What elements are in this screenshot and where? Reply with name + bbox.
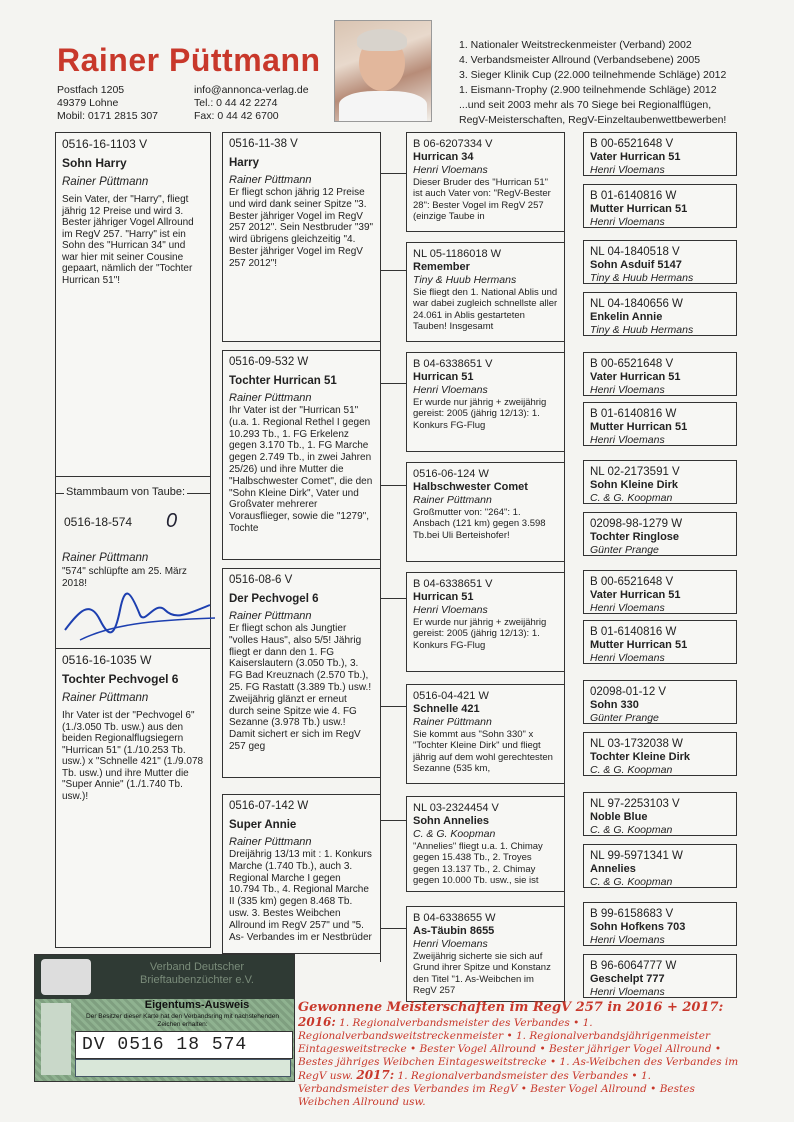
achievement: 1. Nationaler Weitstreckenmeister (Verband) 2002 xyxy=(459,39,692,51)
pigeon-name: Tochter Kleine Dirk xyxy=(590,751,691,763)
owner: Rainer Püttmann xyxy=(229,392,312,404)
fax: Fax: 0 44 42 6700 xyxy=(194,110,279,122)
grandparent-2 xyxy=(222,350,381,560)
pedigree-dam xyxy=(55,648,211,948)
g4-8 xyxy=(583,512,737,556)
owner: C. & G. Koopman xyxy=(590,764,673,776)
owner: C. & G. Koopman xyxy=(413,828,496,840)
ring-number: NL 02-2173591 V xyxy=(590,466,680,478)
handwritten-mark: 0 xyxy=(166,510,178,532)
great-grandparent-7 xyxy=(406,796,565,892)
ring-number: 02098-01-12 V xyxy=(590,686,667,698)
card-title: Eigentums-Ausweis xyxy=(144,999,250,1011)
owner: C. & G. Koopman xyxy=(590,492,673,504)
pigeon-name: Harry xyxy=(229,157,260,169)
pigeon-name: Vater Hurrican 51 xyxy=(590,151,681,163)
owner: Rainer Püttmann xyxy=(62,692,149,704)
great-grandparent-4 xyxy=(406,462,565,562)
g4-6 xyxy=(583,402,737,446)
owner: Rainer Püttmann xyxy=(62,176,149,188)
description: Dieser Bruder des "Hurrican 51" ist auch Vater von: "RegV-Bester 28": Bester Vogel im RegV 257 (einzige Taube in xyxy=(413,177,551,222)
owner: C. & G. Koopman xyxy=(590,876,673,888)
ring-number: B 96-6064777 W xyxy=(590,960,677,972)
g4-11 xyxy=(583,680,737,724)
ring-number: B 99-6158683 V xyxy=(590,908,674,920)
pigeon-name: Hurrican 34 xyxy=(413,151,474,163)
description: Sein Vater, der "Harry", fliegt jährig 12 Preise und wird 3. Bester jähriger Vogel Allround im RegV 257. "Harry" ist ein Sohn des "Hurrican 34" und war hier mit seiner Cousine gepaart, nämlich der "Tochter Hurrican 51"! xyxy=(62,194,194,286)
pigeon-name: Der Pechvogel 6 xyxy=(229,593,319,605)
g4-3 xyxy=(583,240,737,284)
achievement: ...und seit 2003 mehr als 70 Siege bei Regionalflügen, xyxy=(459,99,712,111)
ring-number: NL 04-1840518 V xyxy=(590,246,680,258)
owner: Rainer Püttmann xyxy=(413,716,492,728)
pigeon-logo-icon xyxy=(41,959,91,995)
breeder-photo xyxy=(334,20,432,122)
grandparent-4 xyxy=(222,794,381,954)
owner: Henri Vloemans xyxy=(413,384,488,396)
org-line: Verband Deutscher xyxy=(149,961,245,973)
achievement: RegV-Meisterschaften, RegV-Einzeltaubenwettbewerben! xyxy=(459,114,727,126)
ring-number: NL 97-2253103 V xyxy=(590,798,680,810)
phone-mobile: Mobil: 0171 2815 307 xyxy=(57,110,158,122)
ring-number: B 01-6140816 W xyxy=(590,190,677,202)
g4-7 xyxy=(583,460,737,504)
ring-number: NL 03-1732038 W xyxy=(590,738,683,750)
contact-block xyxy=(194,84,309,123)
description: Er wurde nur jährig + zweijährig gereist: 2005 (jährig 12/13): 1. Konkurs FG-Flug xyxy=(413,617,547,651)
pigeon-name: Hurrican 51 xyxy=(413,371,474,383)
ring-number: B 00-6521648 V xyxy=(590,576,674,588)
description: "Annelies" fliegt u.a. 1. Chimay gegen 15.438 Tb., 2. Troyes gegen 13.137 Tb., 2. Chimay gegen 10.000 Tb. usw., sie ist xyxy=(413,841,543,886)
owner: Günter Prange xyxy=(590,712,659,724)
pigeon-name: Schnelle 421 xyxy=(413,703,480,715)
description: Er fliegt schon jährig 12 Preise und wird dank seiner Spitze "3. Bester jähriger Vogel im RegV 257 2012". Sein Nestbruder "39" wird übrigens gleichzeitig "4. Bester jähriger Vogel im RegV 257 2012"! xyxy=(229,187,374,269)
pigeon-name: Tochter Ringlose xyxy=(590,531,680,543)
g4-16 xyxy=(583,954,737,998)
great-grandparent-1 xyxy=(406,132,565,232)
email-link[interactable]: info@annonca-verlag.de xyxy=(194,84,309,96)
ring-number: 0516-06-124 W xyxy=(413,468,489,480)
g4-4 xyxy=(583,292,737,336)
owner: Rainer Püttmann xyxy=(229,174,312,186)
owner: Tiny & Huub Hermans xyxy=(413,274,517,286)
ring-number: B 01-6140816 W xyxy=(590,626,677,638)
ring-number: 0516-16-1103 V xyxy=(62,137,148,151)
achievements-list xyxy=(459,38,726,128)
owner: Tiny & Huub Hermans xyxy=(590,324,694,336)
g4-15 xyxy=(583,902,737,946)
description: Sie fliegt den 1. National Ablis und war dabei zugleich schnellste aller 24.061 in Ablis gestarteten Tauben! Insgesamt xyxy=(413,287,558,332)
ring-number: NL 04-1840656 W xyxy=(590,298,683,310)
description: Er wurde nur jährig + zweijährig gereist: 2005 (jährig 12/13): 1. Konkurs FG-Flug xyxy=(413,397,547,431)
pigeon-name: Tochter Hurrican 51 xyxy=(229,375,337,387)
great-grandparent-2 xyxy=(406,242,565,342)
ring-number: NL 05-1186018 W xyxy=(413,248,502,260)
owner: Tiny & Huub Hermans xyxy=(590,272,694,284)
owner: Henri Vloemans xyxy=(413,604,488,616)
pigeon-name: Sohn 330 xyxy=(590,699,639,711)
pigeon-name: Sohn Harry xyxy=(62,156,127,170)
pigeon-name: Noble Blue xyxy=(590,811,648,823)
great-grandparent-6 xyxy=(406,684,565,784)
card-subtitle: Der Besitzer dieser Karte hat den Verbandsring mit nachstehenden Zeichen erhalten: xyxy=(86,1013,279,1028)
titles-heading: Gewonnene Meisterschaften im RegV 257 in 2016 + 2017: xyxy=(298,1000,724,1015)
owner: Rainer Püttmann xyxy=(413,494,492,506)
g4-10 xyxy=(583,620,737,664)
g4-5 xyxy=(583,352,737,396)
ownership-card xyxy=(34,954,295,1082)
address-line: Postfach 1205 xyxy=(57,84,125,96)
achievement: 1. Eismann-Trophy (2.900 teilnehmende Schläge) 2012 xyxy=(459,84,717,96)
ring-number: 02098-98-1279 W xyxy=(590,518,683,530)
owner: Rainer Püttmann xyxy=(229,836,312,848)
pigeon-name: Tochter Pechvogel 6 xyxy=(62,672,179,686)
ring-number: NL 03-2324454 V xyxy=(413,802,499,814)
ring-number: B 01-6140816 W xyxy=(590,408,677,420)
owner: Rainer Püttmann xyxy=(229,610,312,622)
pigeon-name: Vater Hurrican 51 xyxy=(590,589,681,601)
breeder-name: Rainer Püttmann xyxy=(57,42,321,78)
ring-number: 0516-07-142 W xyxy=(229,800,309,812)
description: Dreijährig 13/13 mit : 1. Konkurs Marche (1.740 Tb.), auch 3. Regional Marche I gegen 10.794 Tb., 4. Regional Marche II (335 km) gegen 8.468 Tb. usw. 3. Bestes Weibchen Allround im RegV 257" und "5. As- Verbandes im er Nestbrüder xyxy=(229,849,372,943)
subject-note: "574" schlüpfte am 25. März 2018! xyxy=(62,566,187,589)
subject-owner: Rainer Püttmann xyxy=(62,552,149,564)
g4-14 xyxy=(583,844,737,888)
pedigree-label: Stammbaum von Taube: xyxy=(66,486,186,498)
owner: C. & G. Koopman xyxy=(590,824,673,836)
phone: Tel.: 0 44 42 2274 xyxy=(194,97,278,109)
owner: Henri Vloemans xyxy=(590,384,665,396)
achievement: 4. Verbandsmeister Allround (Verbandsebene) 2005 xyxy=(459,54,701,66)
description: Sie kommt aus "Sohn 330" x "Tochter Kleine Dirk" und fliegt jährig auf dem wohl gerechtesten Sezanne (535 km, xyxy=(413,729,553,774)
great-grandparent-5 xyxy=(406,572,565,672)
pigeon-name: Sohn Hofkens 703 xyxy=(590,921,686,933)
pigeon-name: Sohn Asduif 5147 xyxy=(590,259,682,271)
pigeon-name: Halbschwester Comet xyxy=(413,481,528,493)
pigeon-name: Sohn Annelies xyxy=(413,815,489,827)
g4-9 xyxy=(583,570,737,614)
description: Zweijährig sicherte sie sich auf Grund ihrer Spitze und Konstanz den Titel "1. As-Weibchen im RegV 257 xyxy=(413,951,551,996)
pigeon-name: As-Täubin 8655 xyxy=(413,925,495,937)
ring-number: B 00-6521648 V xyxy=(590,138,674,150)
ring-number: B 04-6338651 V xyxy=(413,358,493,370)
card-org xyxy=(107,961,287,987)
owner: Henri Vloemans xyxy=(413,938,488,950)
ring-number: B 04-6338651 V xyxy=(413,578,493,590)
pigeon-name: Remember xyxy=(413,261,470,273)
grandparent-3 xyxy=(222,568,381,778)
owner: Henri Vloemans xyxy=(413,164,488,176)
titles-2016: 1. Regionalverbandsmeister des Verbandes • 1. Regionalverbandsweitstreckenmeister • 1. Regionalverbandsjährigenmeister Eintagesweitstrecke • Bester Vogel Allround • Bester jähriger Vogel Allround • Bestes jähriges Weibchen Eintagesweitstrecke • 1. As-Weibchen des Verbandes im RegV usw. xyxy=(298,1017,739,1082)
pigeon-name: Vater Hurrican 51 xyxy=(590,371,681,383)
achievement: 3. Sieger Klinik Cup (22.000 teilnehmende Schläge) 2012 xyxy=(459,69,727,81)
subject-ring: 0516-18-574 xyxy=(64,515,133,529)
g4-12 xyxy=(583,732,737,776)
grandparent-1 xyxy=(222,132,381,342)
pigeon-name: Mutter Hurrican 51 xyxy=(590,639,688,651)
pigeon-name: Geschelpt 777 xyxy=(590,973,665,985)
card-ring-number: DV 0516 18 574 xyxy=(75,1031,293,1059)
g4-1 xyxy=(583,132,737,176)
pigeon-name: Hurrican 51 xyxy=(413,591,474,603)
titles-2017: 1. Regionalverbandsmeister des Verbandes • 1. Verbandsmeister des Verbandes im RegV • Bester Vogel Allround • Bestes Weibchen Allround usw. xyxy=(298,1070,695,1108)
pigeon-name: Enkelin Annie xyxy=(590,311,663,323)
owner: Henri Vloemans xyxy=(590,934,665,946)
ring-number: 0516-11-38 V xyxy=(229,138,298,150)
ring-number: NL 99-5971341 W xyxy=(590,850,683,862)
ring-number: 0516-16-1035 W xyxy=(62,653,152,667)
ring-number: B 00-6521648 V xyxy=(590,358,674,370)
owner: Henri Vloemans xyxy=(590,164,665,176)
description: Ihr Vater ist der "Hurrican 51" (u.a. 1. Regional Rethel I gegen 10.293 Tb., 1. FG Erkelenz gegen 3.170 Tb., 1. FG Marche gegen 2.749 Tb., in zwei Jahren 25/26) und ihre Mutter die "Halbschwester Comet", die den "Sohn Kleine Dirk", Vater und Großvater mehrerer Vorausflieger, sowie die "1279", Tochte xyxy=(229,405,373,534)
owner: Henri Vloemans xyxy=(590,434,665,446)
address-block xyxy=(57,84,158,123)
ring-number: B 06-6207334 V xyxy=(413,138,493,150)
pedigree-sire xyxy=(55,132,211,477)
pigeon-name: Mutter Hurrican 51 xyxy=(590,421,688,433)
pigeon-name: Super Annie xyxy=(229,819,297,831)
g4-2 xyxy=(583,184,737,228)
great-grandparent-8 xyxy=(406,906,565,1002)
owner: Henri Vloemans xyxy=(590,652,665,664)
ring-number: 0516-04-421 W xyxy=(413,690,489,702)
pigeon-name: Annelies xyxy=(590,863,636,875)
ring-number: 0516-09-532 W xyxy=(229,356,309,368)
address-line: 49379 Lohne xyxy=(57,97,119,109)
titles-text xyxy=(298,1016,744,1109)
description: Ihr Vater ist der "Pechvogel 6" (1./3.050 Tb. usw.) aus den beiden Regionalflugsiegern "Hurrican 51" (1./10.253 Tb. usw.) x "Schnelle 421" (1./9.078 Tb. usw.) und ihre Mutter die "Super Annie" (1./1.740 Tb. usw.)! xyxy=(62,710,204,802)
ring-number: B 04-6338655 W xyxy=(413,912,496,924)
description: Großmutter von: "264": 1. Ansbach (121 km) gegen 3.598 Tb.bei Uli Berteishofer! xyxy=(413,507,546,541)
org-line: Brieftaubenzüchter e.V. xyxy=(140,974,254,986)
year-2016: 2016: xyxy=(298,1015,336,1029)
owner: Günter Prange xyxy=(590,544,659,556)
great-grandparent-3 xyxy=(406,352,565,452)
owner: Henri Vloemans xyxy=(590,986,665,998)
g4-13 xyxy=(583,792,737,836)
pigeon-name: Sohn Kleine Dirk xyxy=(590,479,679,491)
signature xyxy=(60,580,220,650)
owner: Henri Vloemans xyxy=(590,216,665,228)
owner: Henri Vloemans xyxy=(590,602,665,614)
pigeon-name: Mutter Hurrican 51 xyxy=(590,203,688,215)
ring-number: 0516-08-6 V xyxy=(229,574,293,586)
year-2017: 2017: xyxy=(356,1068,395,1082)
description: Er fliegt schon als Jungtier "volles Haus", also 5/5! Jährig fliegt er dann den 1. FG Kaiserslautern (3.050 Tb.), 3. FG Bad Kreuznach (2.570 Tb.), 25. FG Rastatt (3.389 Tb.) usw.! Zweijährig glänzt er erneut durch seine Spitze wie 4. FG Sezanne (3.978 Tb.) usw.! Damit sichert er sich im RegV 257 geg xyxy=(229,623,372,752)
